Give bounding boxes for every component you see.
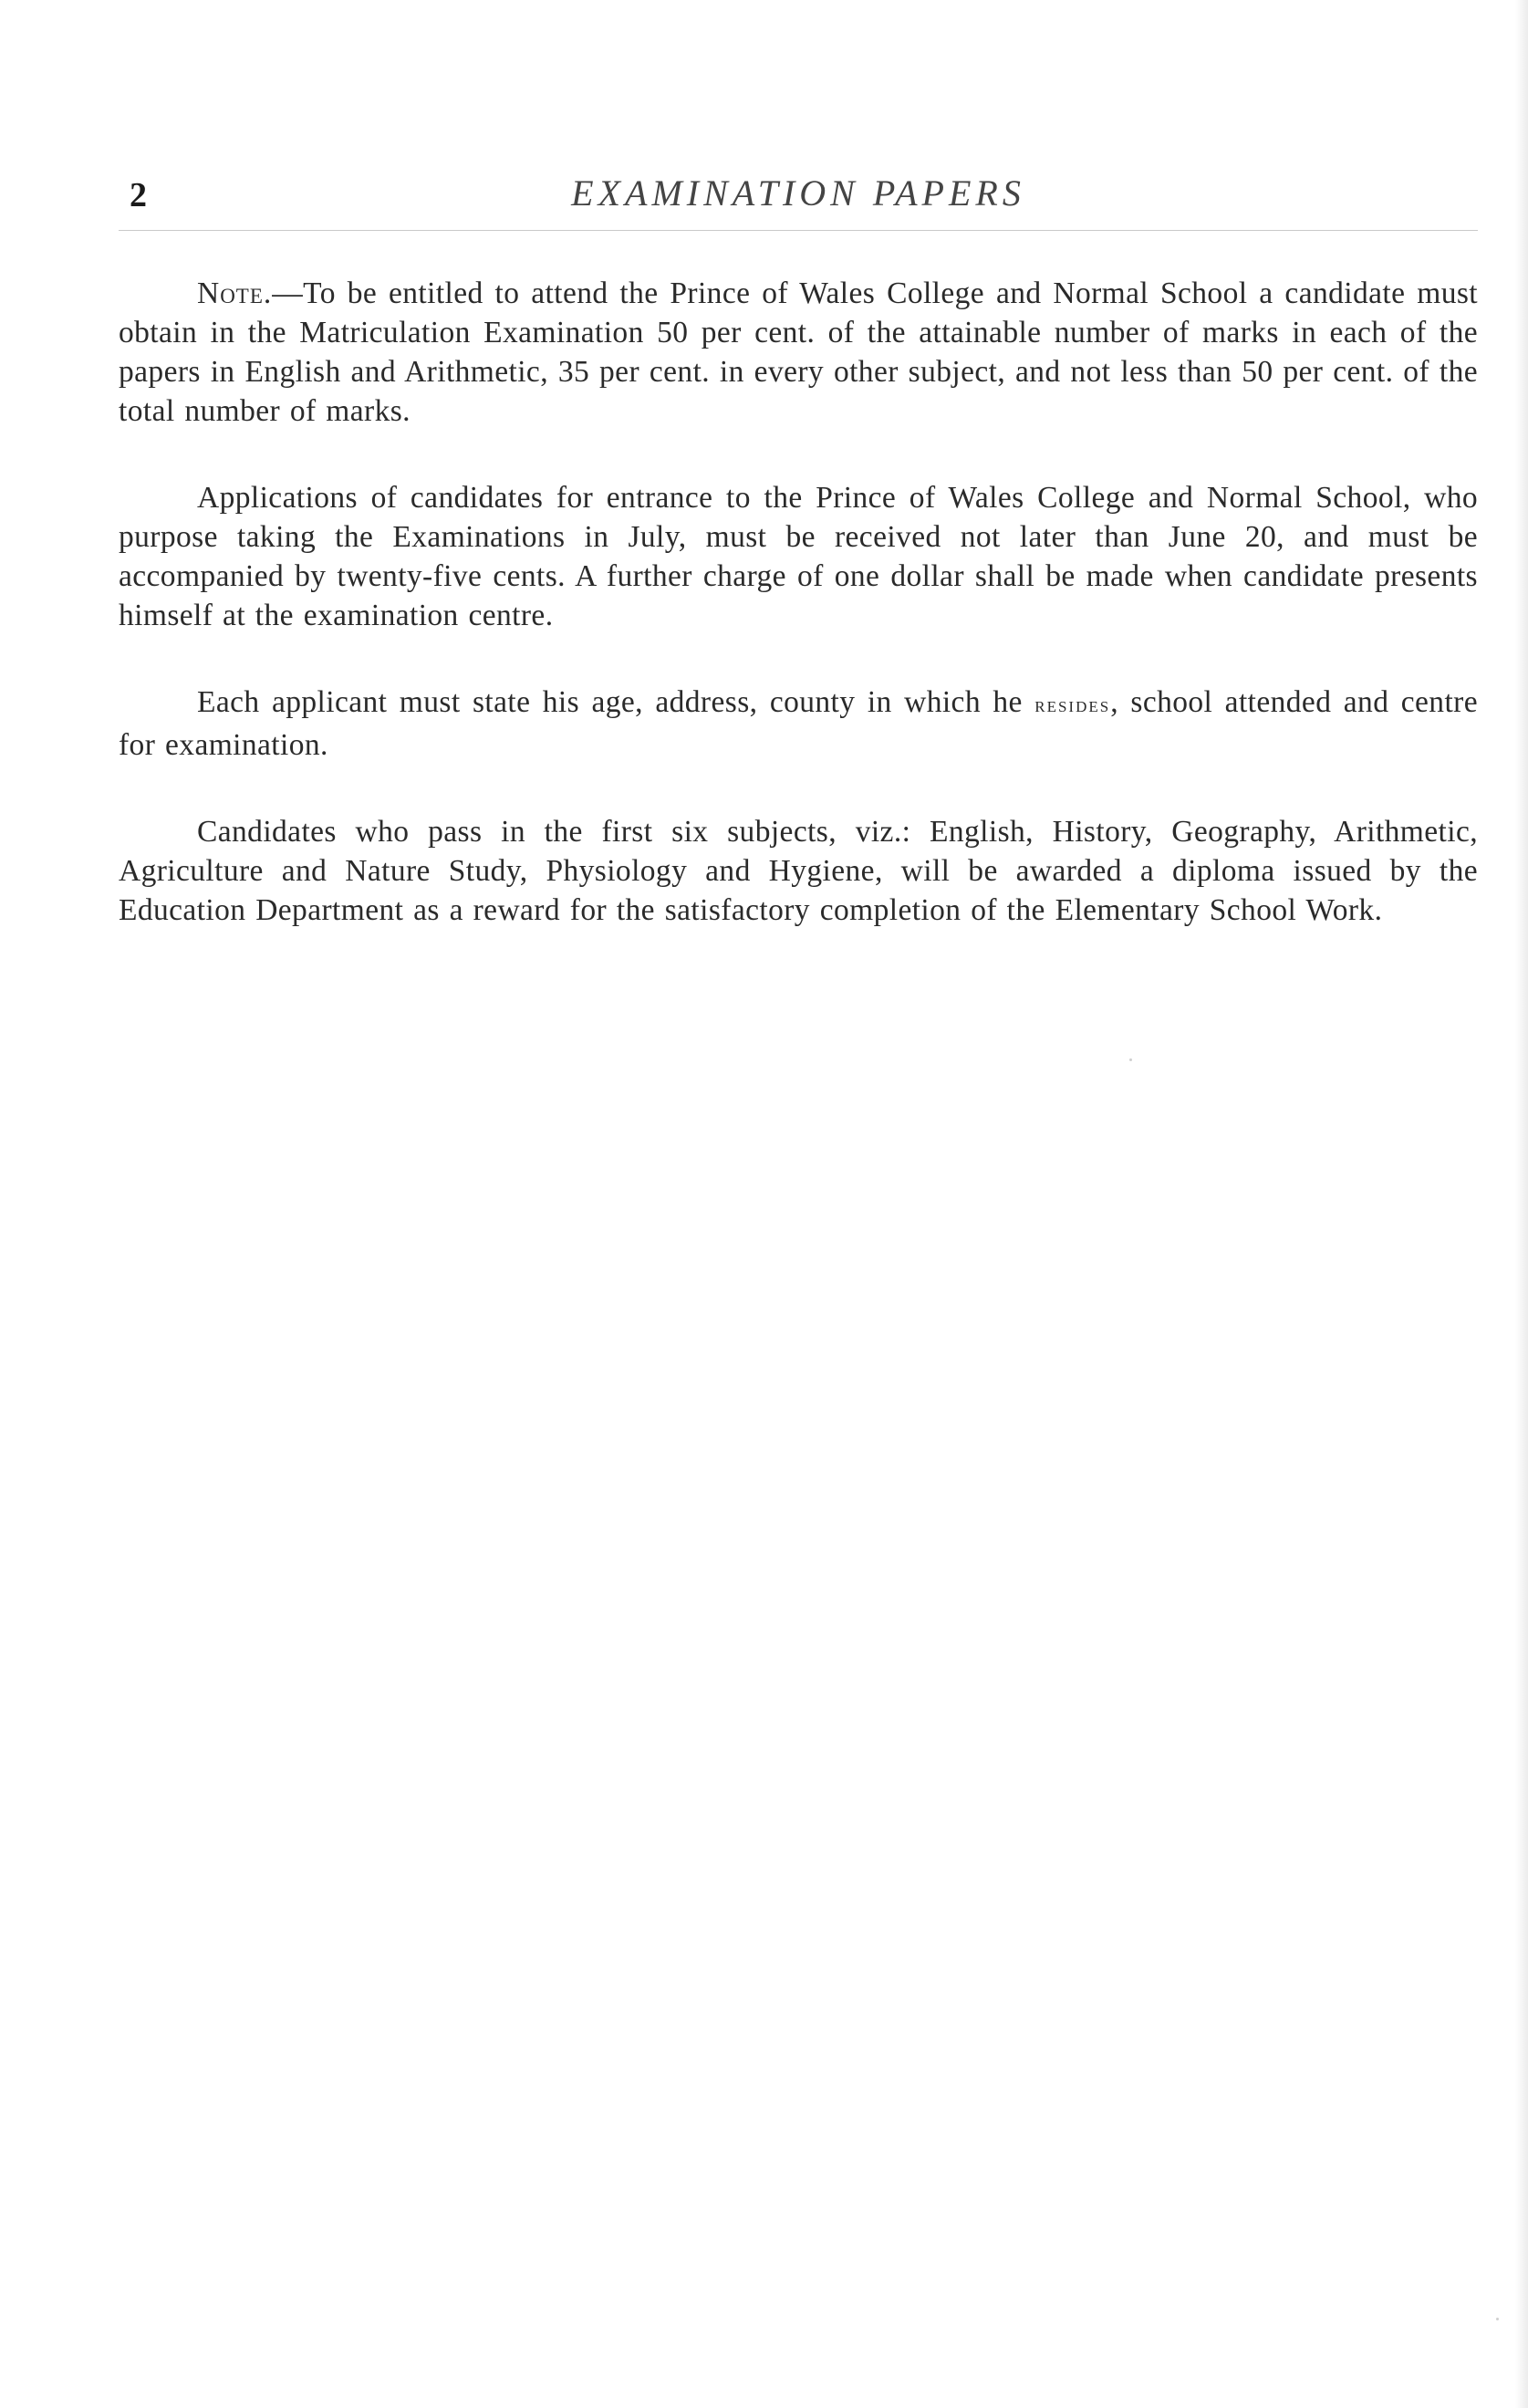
note-lead: Note. — [197, 276, 273, 310]
page-edge-shadow — [1515, 0, 1528, 2408]
each-applicant-paragraph — [119, 683, 1478, 765]
paper-speck — [1496, 2318, 1499, 2320]
body-text — [119, 274, 1478, 977]
each-applicant-text-end: , school attended and centre for examination. — [119, 685, 1478, 762]
paper-speck — [1129, 1058, 1132, 1061]
candidates-paragraph: Candidates who pass in the first six subjects, viz.: English, History, Geography, Arithmetic, Agriculture and Nature Study, Physiology and Hygiene, will be awarded a diploma issued by the Education Department as a reward for the satisfactory completion of the Elementary School Work. — [119, 815, 1478, 927]
header-rule — [119, 230, 1478, 231]
note-paragraph — [119, 274, 1478, 431]
page-number: 2 — [130, 176, 147, 214]
running-head: EXAMINATION PAPERS — [571, 172, 1025, 214]
each-applicant-text-start: Each applicant must state his age, address, county in which he — [197, 685, 1035, 719]
page-header — [119, 172, 1478, 217]
resides-emphasis: resides — [1034, 693, 1111, 717]
note-text: —To be entitled to attend the Prince of Wales College and Normal School a candidate must obtain in the Matriculation Examination 50 per cent. of the attainable number of marks in each of the papers in English and Arithmetic, 35 per cent. in every other subject, and not less than 50 per cent. of the total number of marks. — [119, 276, 1478, 428]
applications-paragraph: Applications of candidates for entrance to the Prince of Wales College and Normal School, who purpose taking the Examinations in July, must be received not later than June 20, and must be accompanied by twenty-five cents. A further charge of one dollar shall be made when candidate presents himself at the examination centre. — [119, 481, 1478, 632]
